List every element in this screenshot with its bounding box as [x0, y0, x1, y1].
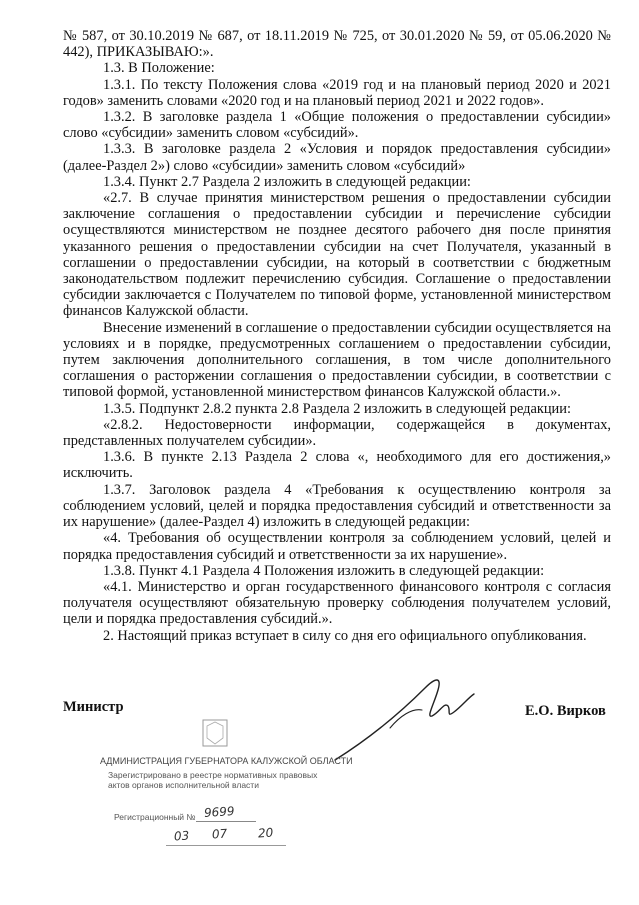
paragraph: 1.3.5. Подпункт 2.8.2 пункта 2.8 Раздела 2 изложить в следующей редакции: [103, 400, 571, 417]
registration-date-year: 20 [257, 825, 274, 841]
paragraph: 1.3.2. В заголовке раздела 1 «Общие положения о предоставлении субсидии» слово «субсидии» заменить словом «субсидий». [63, 109, 611, 142]
registration-number: 9699 [203, 803, 235, 821]
paragraph: «4.1. Министерство и орган государственного финансового контроля с согласия получателя осуществляют обязательную проверку соблюдения получателем условий, цели и порядка предоставления субсидий.». [63, 578, 611, 628]
paragraph: 1.3.3. В заголовке раздела 2 «Условия и порядок предоставления субсидии» (далее-Раздел 2») слово «субсидии» заменить словом «субсидий» [63, 141, 611, 174]
paragraph: 1.3.4. Пункт 2.7 Раздела 2 изложить в следующей редакции: [103, 173, 471, 190]
paragraph: «2.8.2. Недостоверности информации, содержащейся в документах, представленных получателем субсидии». [63, 416, 611, 450]
paragraph: 1.3.8. Пункт 4.1 Раздела 4 Положения изложить в следующей редакции: [103, 562, 545, 579]
paragraph: «2.7. В случае принятия министерством решения о предоставлении субсидии заключение соглашения о предоставлении субсидии и перечисление субсидии осуществляются министерством не позднее десятого рабочего дня после принятия указанного решения о предоставлении субсидии на счет Получателя, указанный в соглашении о предоставлении субсидии, на который в соответствии с бюджетным законодательством подлежит перечислению субсидия. Соглашение о предоставлении субсидии заключается с Получателем по типовой форме, установленной министерством финансов Калужской области. [63, 190, 611, 320]
paragraph: 1.3.1. По тексту Положения слова «2019 год и на плановый период 2020 и 2021 годов» заменить словами «2020 год и на плановый период 2021 и 2022 годов». [63, 76, 611, 109]
date-underline [166, 845, 286, 846]
paragraph: «4. Требования об осуществлении контроля за соблюдением условий, целей и порядка предоставления субсидий и ответственности за их нарушение». [63, 530, 611, 563]
document-body [63, 28, 611, 644]
paragraph: 1.3.7. Заголовок раздела 4 «Требования к осуществлению контроля за соблюдением условий, целей и порядка предоставления субсидий и ответственности за их нарушение» (далее-Раздел 4) изложить в следующей редакции: [63, 481, 611, 531]
registration-date-day: 03 [173, 828, 190, 844]
emblem-icon [195, 712, 235, 752]
signatory-name: Е.О. Вирков [525, 703, 606, 719]
registration-underline [196, 821, 256, 822]
registration-label: Регистрационный № [114, 812, 196, 822]
signatory-position: Министр [63, 699, 124, 715]
stamp-text-line: Зарегистрировано в реестре нормативных правовых [108, 770, 318, 780]
paragraph: 2. Настоящий приказ вступает в силу со дня его официального опубликования. [103, 627, 587, 644]
paragraph: Внесение изменений в соглашение о предоставлении субсидии осуществляется на условиях и в порядке, предусмотренных соглашением о предоставлении субсидии, путем заключения дополнительного соглашения, в том числе дополнительного соглашения о расторжении соглашения о предоставлении субсидии, в соответствии с типовой формой, установленной министерством финансов Калужской области.». [63, 319, 611, 401]
paragraph: 1.3.6. В пункте 2.13 Раздела 2 слова «, необходимого для его достижения,» исключить. [63, 449, 611, 482]
paragraph: 1.3. В Положение: [103, 60, 215, 77]
registration-stamp [100, 712, 440, 862]
registration-date-month: 07 [211, 826, 228, 842]
stamp-text-line: актов органов исполнительной власти [108, 780, 259, 790]
stamp-authority: АДМИНИСТРАЦИЯ ГУБЕРНАТОРА КАЛУЖСКОЙ ОБЛАСТИ [100, 756, 353, 766]
paragraph: № 587, от 30.10.2019 № 687, от 18.11.2019 № 725, от 30.01.2020 № 59, от 05.06.2020 № 442), ПРИКАЗЫВАЮ:». [63, 28, 611, 61]
